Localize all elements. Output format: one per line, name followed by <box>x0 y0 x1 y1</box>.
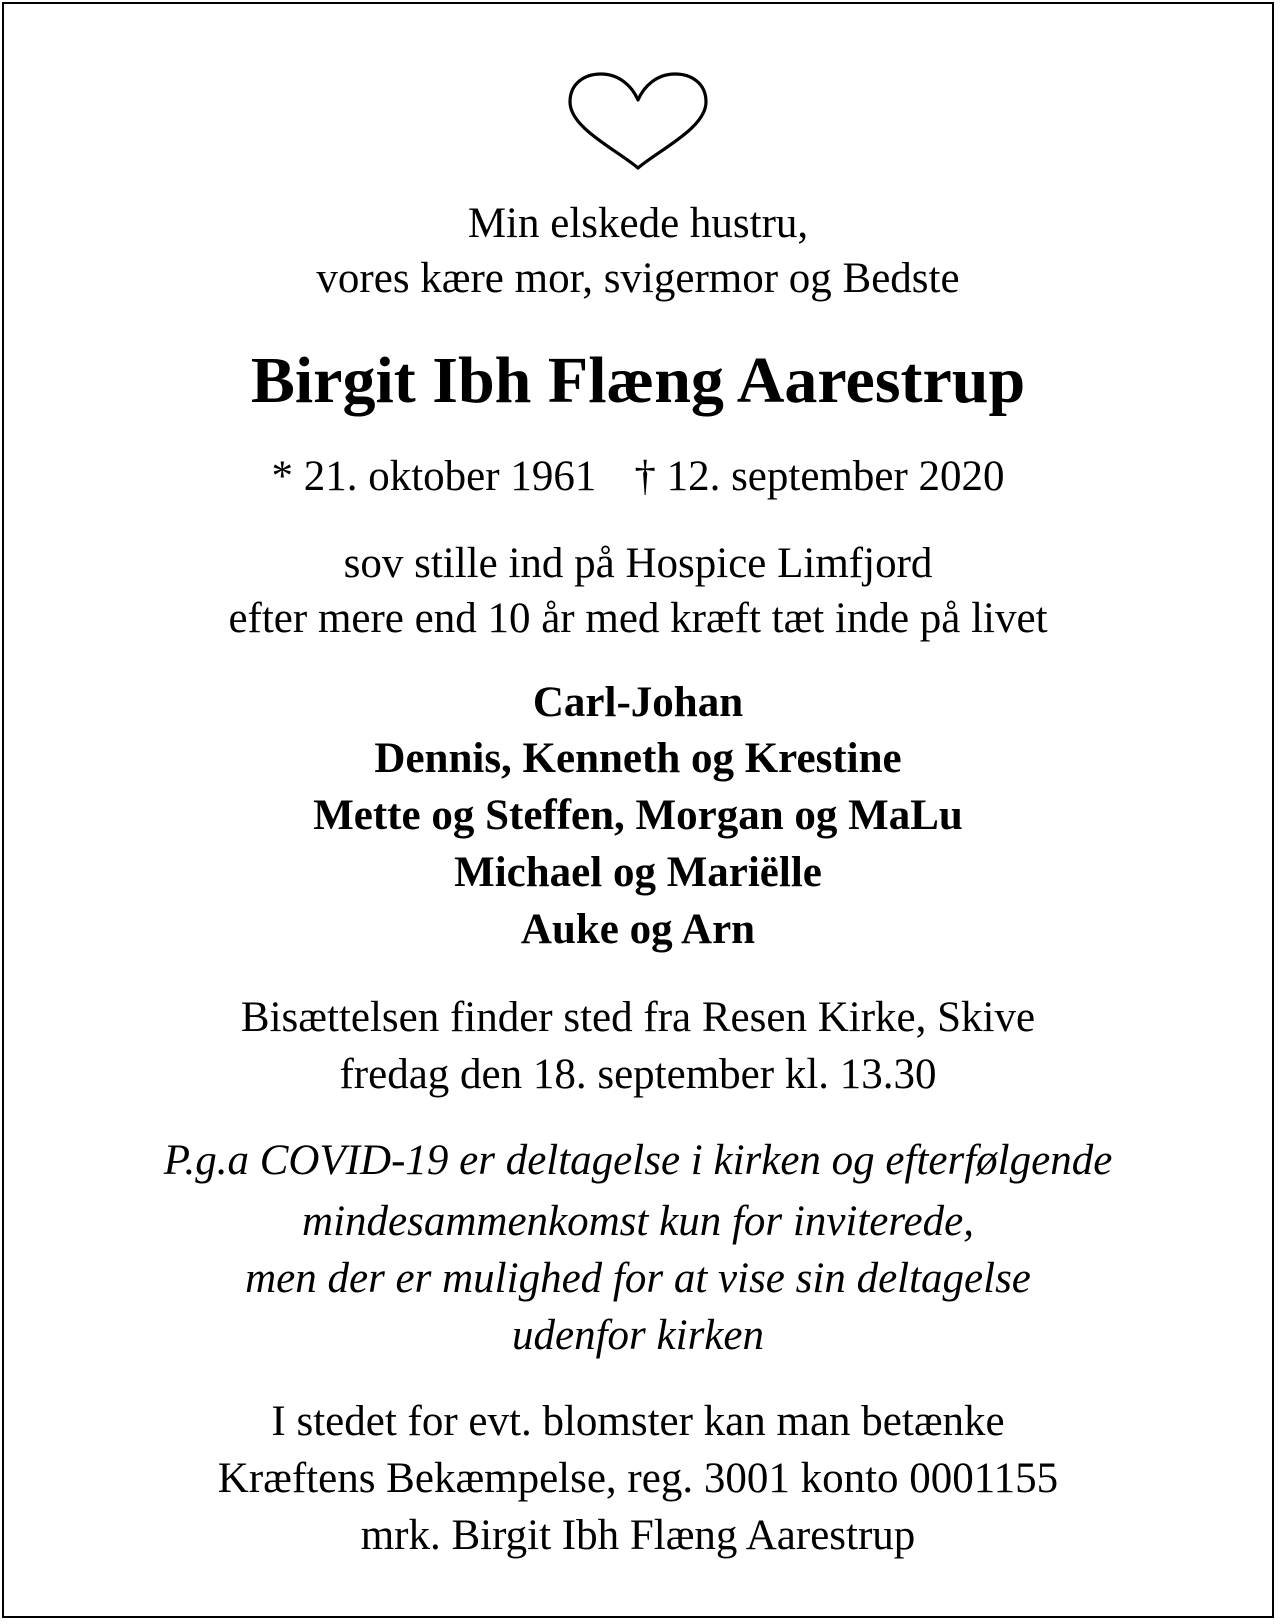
family-line-3: Mette og Steffen, Morgan og MaLu <box>313 792 963 839</box>
covid-line-4: udenfor kirken <box>512 1312 764 1359</box>
donation-line-3: mrk. Birgit Ibh Flæng Aarestrup <box>360 1512 916 1559</box>
death-date: † 12. september 2020 <box>634 453 1005 500</box>
dates-line <box>4 455 1272 498</box>
obituary-notice <box>2 2 1274 1618</box>
intro-line-1: Min elskede hustru, <box>467 200 809 247</box>
deceased-name: Birgit Ibh Flæng Aarestrup <box>250 344 1026 417</box>
family-line-1: Carl-Johan <box>532 679 744 726</box>
donation-line-1: I stedet for evt. blomster kan man betænke <box>271 1398 1005 1445</box>
covid-line-1: P.g.a COVID-19 er deltagelse i kirken og efterfølgende <box>163 1137 1113 1184</box>
covid-line-2: mindesammenkomst kun for inviterede, <box>302 1198 974 1245</box>
passing-line-1: sov stille ind på Hospice Limfjord <box>343 540 933 587</box>
heart-icon <box>4 70 1272 174</box>
funeral-line-2: fredag den 18. september kl. 13.30 <box>339 1051 937 1098</box>
family-line-5: Auke og Arn <box>520 906 756 953</box>
birth-date: * 21. oktober 1961 <box>271 453 597 500</box>
intro-line-2: vores kære mor, svigermor og Bedste <box>316 255 960 302</box>
donation-line-2: Kræftens Bekæmpelse, reg. 3001 konto 0001155 <box>217 1455 1059 1502</box>
passing-line-2: efter mere end 10 år med kræft tæt inde på livet <box>228 595 1048 642</box>
family-line-4: Michael og Mariëlle <box>454 849 822 896</box>
funeral-line-1: Bisættelsen finder sted fra Resen Kirke, Skive <box>240 994 1036 1041</box>
family-line-2: Dennis, Kenneth og Krestine <box>374 735 902 782</box>
covid-line-3: men der er mulighed for at vise sin deltagelse <box>245 1255 1031 1302</box>
